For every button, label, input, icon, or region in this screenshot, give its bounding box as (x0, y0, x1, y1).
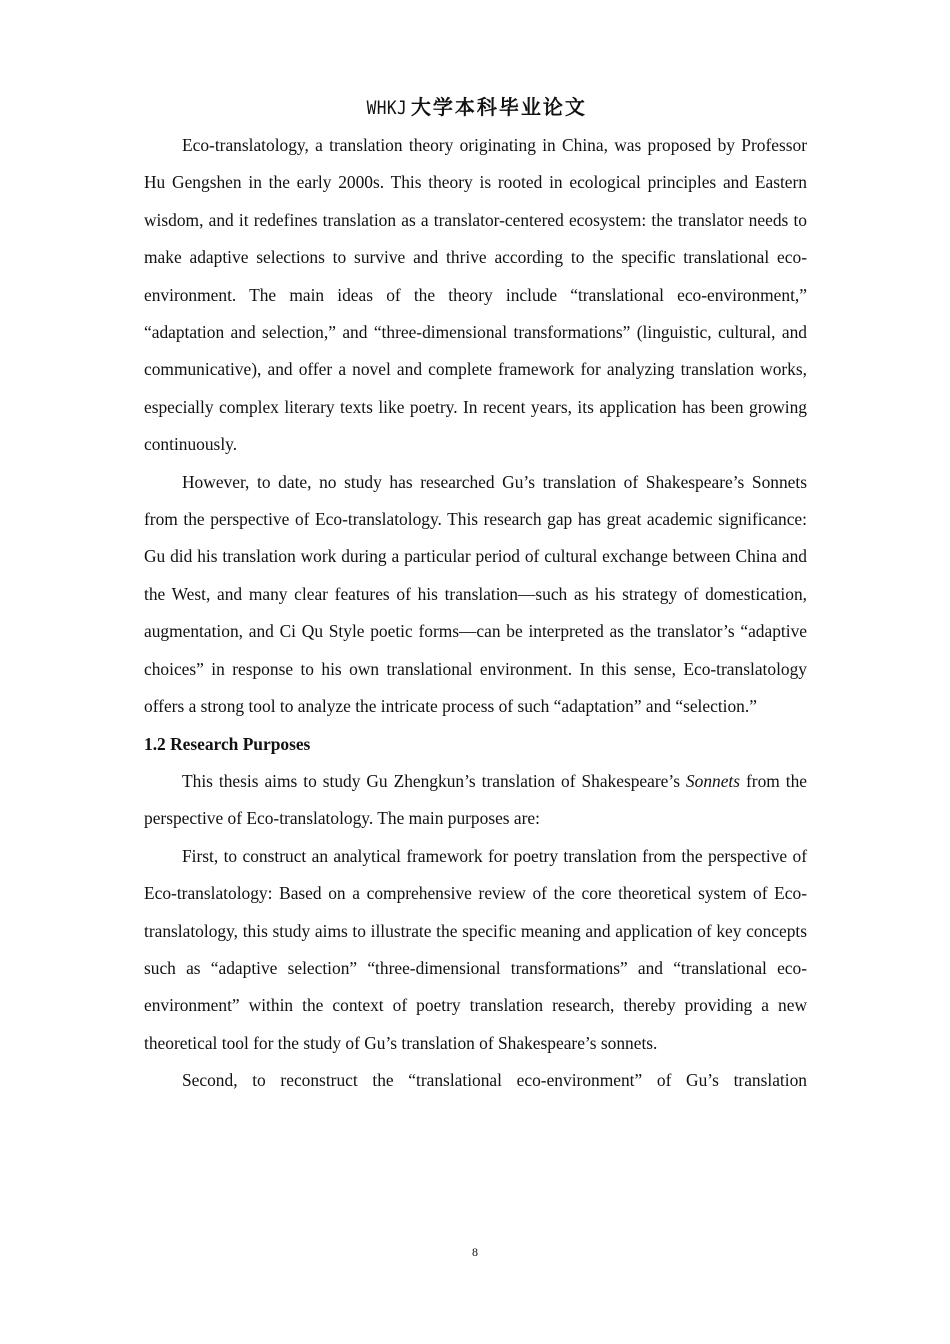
thesis-aim-text-start: This thesis aims to study Gu Zhengkun’s translation of Shakespeare’s (182, 770, 686, 791)
paragraph-eco-translatology-intro: Eco-translatology, a translation theory originating in China, was proposed by Professor Hu Gengshen in the early 2000s. This theory is rooted in ecological principles and Eastern wisdom, and it redefines translation as a translator-centered ecosystem: the translator needs to make adaptive selections to survive and thrive according to the specific translational eco-environment. The main ideas of the theory include “translational eco-environment,” “adaptation and selection,” and “three-dimensional transformations” (linguistic, cultural, and communicative), and offer a novel and complete framework for analyzing translation works, especially complex literary texts like poetry. In recent years, its application has been growing continuously. (144, 135, 807, 455)
paragraph-thesis-aim (144, 763, 807, 838)
paragraph-first-purpose: First, to construct an analytical framework for poetry translation from the perspective of Eco-translatology: Based on a comprehensive review of the core theoretical system of Eco-translatology, this study aims to illustrate the specific meaning and application of key concepts such as “adaptive selection” “three-dimensional transformations” and “translational eco-environment” within the context of poetry translation research, thereby providing a new theoretical tool for the study of Gu’s translation of Shakespeare’s sonnets. (144, 845, 807, 1053)
thesis-aim-text-end: from the perspective of Eco-translatology. The main purposes are: (144, 770, 807, 829)
page-number: 8 (472, 1245, 478, 1259)
sonnets-italic-title: Sonnets (685, 770, 741, 791)
paragraph-research-gap: However, to date, no study has researched Gu’s translation of Shakespeare’s Sonnets from the perspective of Eco-translatology. This research gap has great academic significance: Gu did his translation work during a particular period of cultural exchange between China and the West, and many clear features of his translation—such as his strategy of domestication, augmentation, and Ci Qu Style poetic forms—can be interpreted as the translator’s “adaptive choices” in response to his own translational environment. In this sense, Eco-translatology offers a strong tool to analyze the intricate process of such “adaptation” and “selection.” (144, 471, 807, 717)
page-header (0, 93, 950, 122)
header-thesis-title: 大学本科毕业论文 (410, 95, 587, 119)
paragraph-second-purpose: Second, to reconstruct the “translational eco-environment” of Gu’s translation (182, 1070, 807, 1091)
header-school-code: WHKJ (366, 97, 408, 119)
section-heading-research-purposes: 1.2 Research Purposes (144, 733, 311, 754)
body-text (144, 127, 807, 1100)
